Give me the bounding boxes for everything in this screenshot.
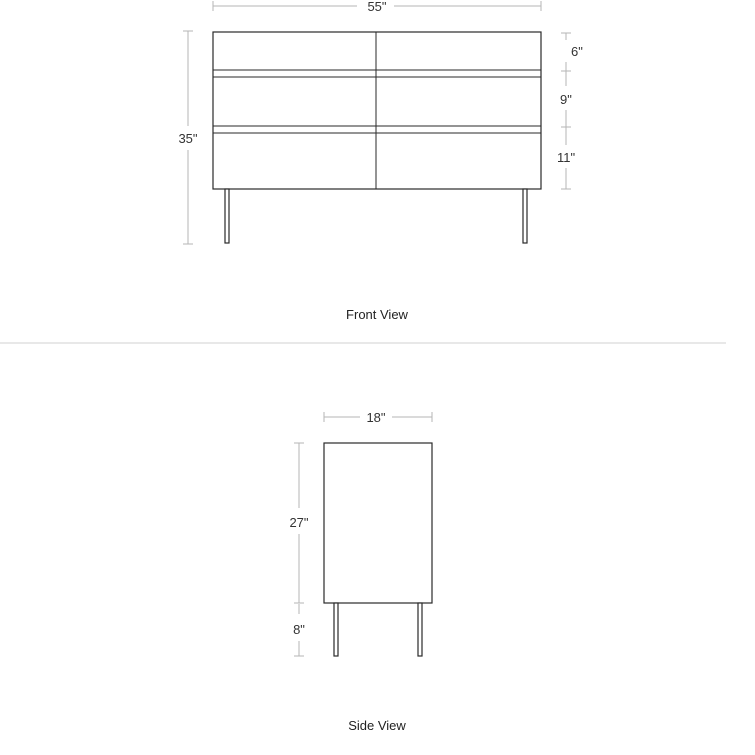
drawer-heights-dimension bbox=[557, 33, 583, 189]
front-view-caption: Front View bbox=[346, 307, 408, 322]
front-right-leg bbox=[523, 189, 527, 243]
front-height-dimension bbox=[178, 31, 197, 244]
side-depth-dimension bbox=[324, 410, 432, 425]
cabinet-body-side bbox=[324, 443, 432, 603]
cabinet-body-front bbox=[213, 32, 541, 189]
side-body-height-label: 27" bbox=[289, 515, 309, 530]
drawer-height-middle: 9" bbox=[560, 92, 572, 107]
drawer-height-top: 6" bbox=[571, 44, 583, 59]
front-width-label: 55" bbox=[367, 0, 387, 14]
front-left-leg bbox=[225, 189, 229, 243]
side-leg-height-label: 8" bbox=[293, 622, 305, 637]
side-back-leg bbox=[418, 603, 422, 656]
side-leg-height-dimension bbox=[293, 604, 305, 656]
front-height-label: 35" bbox=[178, 131, 198, 146]
drawer-height-bottom: 11" bbox=[557, 150, 576, 165]
front-view bbox=[178, 0, 583, 322]
side-body-height-dimension bbox=[289, 443, 308, 603]
side-front-leg bbox=[334, 603, 338, 656]
front-width-dimension bbox=[213, 0, 541, 14]
side-view-caption: Side View bbox=[348, 718, 406, 733]
side-view bbox=[289, 410, 432, 733]
side-depth-label: 18" bbox=[366, 410, 386, 425]
